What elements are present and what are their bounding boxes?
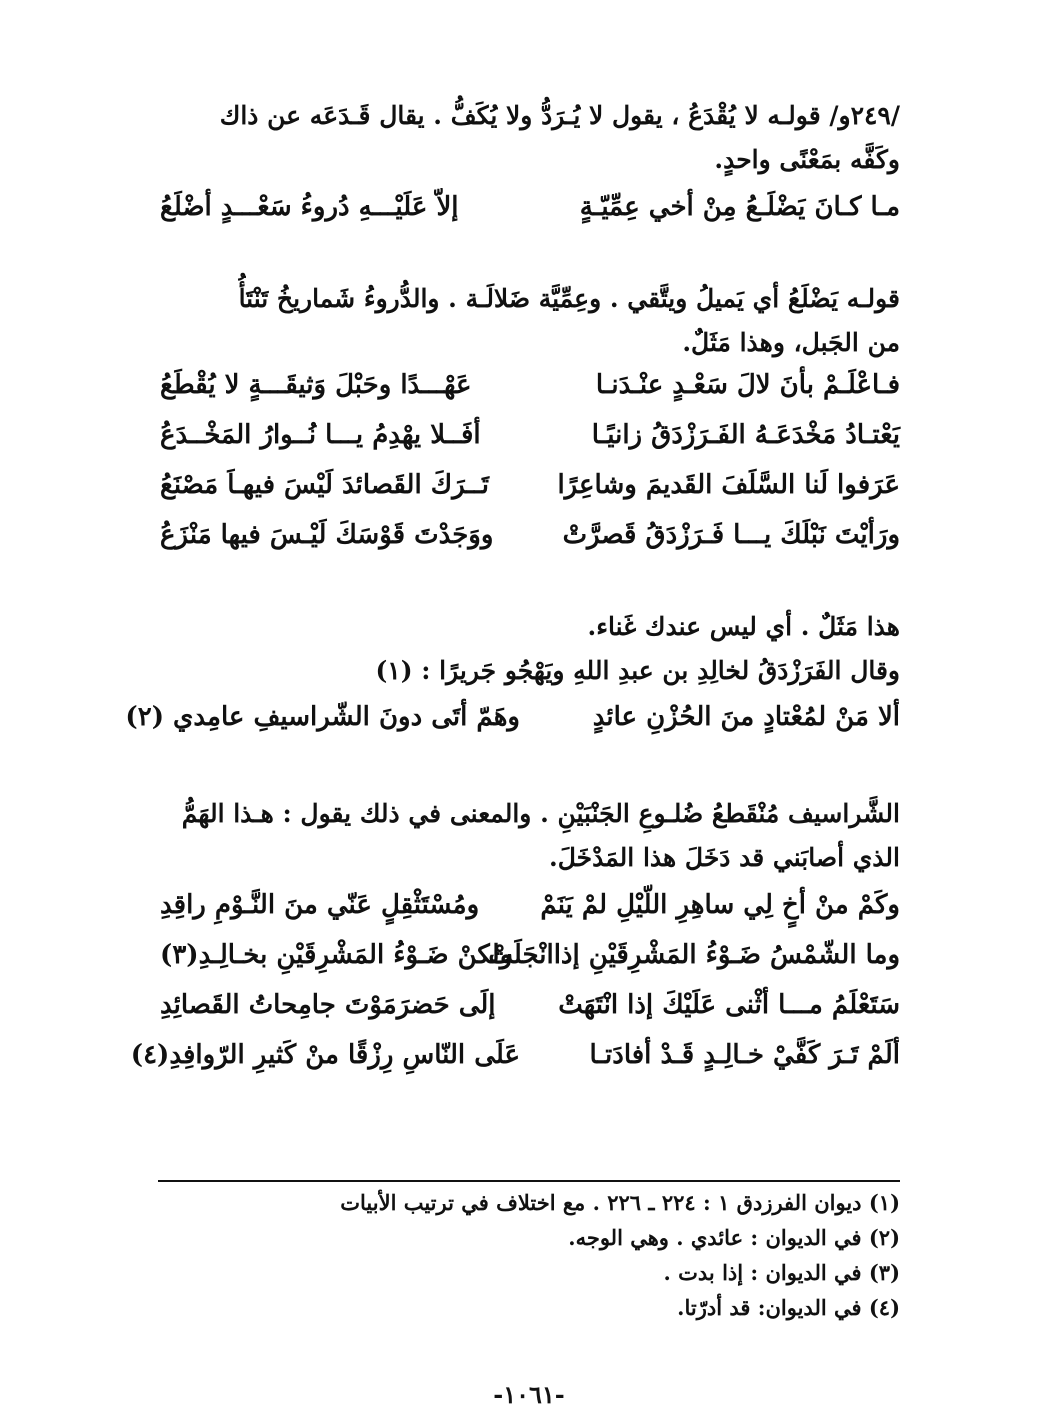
- paragraph-line: وكَفَّه بمَعْنًى واحدٍ.: [714, 145, 900, 174]
- verse-hemistich-right: ألَمْ تَـرَ كَفَّيْ خـالِـدٍ قَـدْ أفادَتـا: [589, 1040, 900, 1070]
- paragraph-line: من الجَبل، وهذا مَثَلٌ.: [682, 328, 900, 357]
- paragraph-line: وقال الفَرَزْدَقُ لخالِدِ بن عبدِ اللهِ ويَهْجُو جَريرًا : (١): [375, 656, 900, 685]
- verse-block-4: [130, 880, 900, 1080]
- verse-block-2: [160, 360, 900, 560]
- verse-hemistich-right: عَرَفوا لَنا السَّلَفَ القَديمَ وشاعِرًا: [557, 470, 900, 500]
- verse-hemistich-left: ووَجَدْتَ قَوْسَكَ لَيْـسَ فيها مَنْزَعُ: [160, 520, 494, 550]
- verse-line: [125, 692, 900, 742]
- verse-hemistich-right: وكَمْ منْ أخٍ لِي ساهِرِ اللّيْلِ لمْ يَنَمْ: [540, 890, 900, 920]
- verse-hemistich-right: سَتَعْلَمُ مـــا أثْنى عَلَيْكَ إذا انْتَهَتْ: [558, 990, 900, 1020]
- page-number: -١٠٦١-: [493, 1380, 565, 1409]
- paragraph-4: [160, 790, 900, 882]
- verse-line: [160, 930, 900, 980]
- paragraph-line: الشَّراسيف مُنْقَطعُ ضُلـوعِ الجَنْبَيْنِ . والمعنى في ذلك يقول : هـذا الهَمُّ: [181, 799, 900, 828]
- verse-hemistich-left: وهَمّ أتَى دونَ الشّراسيفِ عامِدي (٢): [125, 702, 520, 732]
- verse-hemistich-right: يَعْتـادُ مَخْدَعَـهُ الفَـرَزْدَقُ زانيًـا: [591, 420, 900, 450]
- paragraph-line: الذي أصابَني قد دَخَلَ هذا المَدْخَلَ.: [549, 843, 900, 872]
- verse-line: [160, 510, 900, 560]
- paragraph-line: قولـه يَضْلَعُ أي يَميلُ ويتَّقي . وعِمِّيَّة ضَلالَـة . والدُّروءُ شَماريخُ تَنْتَأُ: [238, 284, 900, 313]
- verse-hemistich-left: عَلَى النّاسِ رِزْقًا منْ كَثيرِ الرّوافِدِ(٤): [130, 1040, 520, 1070]
- verse-hemistich-left: إلَى حَضرَمَوْتَ جامِحاتُ القَصائِدِ: [160, 990, 496, 1020]
- paragraph-line: /٢٤٩و/ قولـه لا يُقْدَعُ ، يقول لا يُـرَدُّ ولا يُكَفُّ . يقال قَـدَعَه عن ذاك: [219, 101, 900, 130]
- verse-hemistich-right: وما الشّمْسُ ضَـوْءُ المَشْرِقَيْنِ إذاانْجَلَتْ: [488, 940, 900, 970]
- footnote: (٢) في الديوان : عائدي . وهي الوجه.: [568, 1225, 900, 1250]
- verse-hemistich-left: ولكنْ ضَـوْءُ المَشْرِقَيْنِ بخـالِـدِ(٣): [160, 940, 513, 970]
- verse-line: [160, 460, 900, 510]
- footnote: (١) ديوان الفرزدق ١ : ٢٢٤ ـ ٢٢٦ . مع اختلاف في ترتيب الأبيات: [340, 1190, 900, 1215]
- footnote: (٤) في الديوان: قد أدرّتا.: [677, 1295, 900, 1320]
- verse-line: [160, 360, 900, 410]
- paragraph-line: هذا مَثَلٌ . أي ليس عندك غَناء.: [587, 612, 900, 641]
- footnote-divider: [158, 1180, 900, 1182]
- verse-hemistich-left: ومُسْتَثْقِلٍ عَنّي منَ النَّـوْمِ راقِدِ: [160, 890, 480, 920]
- verse-hemistich-left: تَــرَكَ القَصائدَ لَيْسَ فيهـاَ مَصْنَعُ: [160, 470, 489, 500]
- verse-hemistich-left: إلاّ عَلَيْـــهِ دُروءُ سَعْـــدٍ أضْلَعُ: [160, 192, 459, 222]
- footnote: (٣) في الديوان : إذا بدت .: [663, 1260, 900, 1285]
- paragraph-2: [160, 275, 900, 367]
- verse-line: [160, 880, 900, 930]
- verse-hemistich-right: فـاعْلَـمْ بأنَ لالَ سَعْـدٍ عنْـدَنـا: [595, 370, 900, 400]
- verse-line: [160, 980, 900, 1030]
- paragraph-1: [160, 92, 900, 184]
- verse-hemistich-right: مـا كـانَ يَضْلَـعُ مِنْ أخي عِمِّيّـةٍ: [579, 192, 900, 222]
- verse-line: [130, 1030, 900, 1080]
- verse-hemistich-right: ألا مَنْ لمُعْتادٍ منَ الحُزْنِ عائدٍ: [592, 702, 900, 732]
- footnotes: [160, 1185, 900, 1325]
- verse-line: [160, 410, 900, 460]
- verse-line: [160, 182, 900, 232]
- verse-hemistich-left: عَهْـــدًا وحَبْلَ وَثيقَـــةٍ لا يُقْطَعُ: [160, 370, 472, 400]
- verse-block-1: [160, 182, 900, 232]
- paragraph-3: [160, 603, 900, 695]
- verse-hemistich-left: أفَــلا يهْدِمُ يـــا نُــوارُ المَخْــدَعُ: [160, 420, 481, 450]
- verse-hemistich-right: ورَأيْتَ نَبْلَكَ يـــا فَـرَزْدَقُ قَصرَّتْ: [562, 520, 900, 550]
- verse-block-3: [125, 692, 900, 742]
